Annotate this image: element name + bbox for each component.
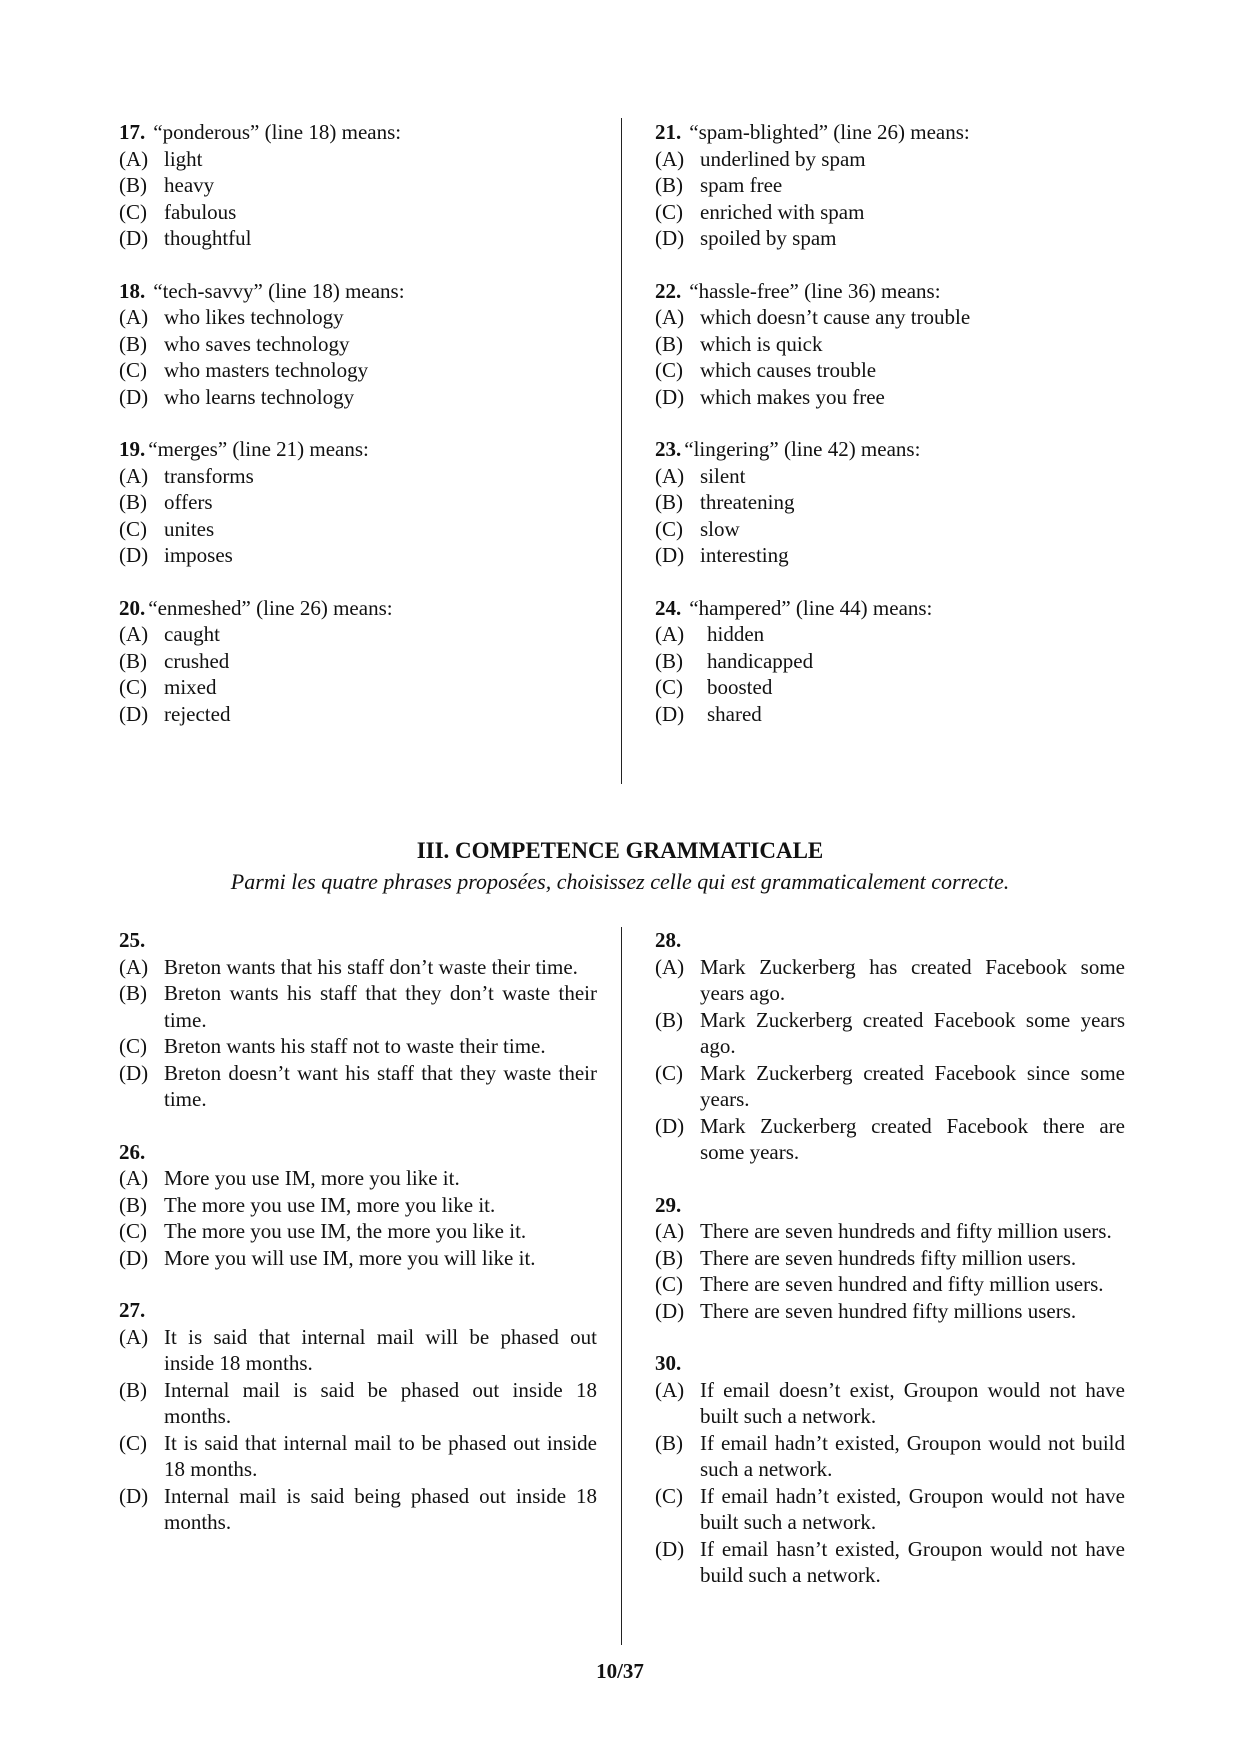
question-24-header [655, 595, 1125, 622]
question-number: 20. [119, 595, 146, 620]
option-letter: (C) [655, 675, 683, 699]
option-text: More you will use IM, more you will like it. [164, 1245, 536, 1270]
option-text: Breton wants his staff not to waste their time. [164, 1034, 546, 1058]
option-text: boosted [707, 675, 773, 699]
column-divider-bottom [621, 927, 622, 1645]
option-b [119, 1192, 597, 1219]
option-c [119, 199, 597, 226]
question-number: 17. [119, 120, 146, 144]
option-letter: (A) [655, 622, 685, 646]
option-letter: (A) [119, 305, 149, 329]
option-text: The more you use IM, more you like it. [164, 1192, 496, 1217]
option-letter: (D) [655, 1298, 685, 1323]
option-letter: (B) [655, 173, 683, 197]
option-a [655, 954, 1125, 1007]
option-b [119, 489, 597, 516]
question-21 [655, 119, 1125, 252]
question-26-header [119, 1139, 597, 1166]
option-text: Internal mail is said be phased out inside 18 months. [164, 1377, 597, 1428]
option-letter: (B) [655, 490, 683, 514]
option-text: handicapped [707, 648, 814, 673]
question-28-header [655, 927, 1125, 954]
option-text: who masters technology [164, 358, 369, 382]
question-number: 24. [655, 595, 682, 620]
option-letter: (C) [655, 1272, 683, 1296]
option-text: which is quick [700, 331, 823, 356]
option-text: underlined by spam [700, 146, 866, 171]
option-text: silent [700, 463, 746, 488]
option-letter: (C) [655, 1483, 683, 1508]
option-letter: (A) [119, 622, 149, 646]
option-c [655, 1483, 1125, 1536]
option-c [655, 1271, 1125, 1298]
option-text: which doesn’t cause any trouble [700, 305, 971, 329]
option-text: spoiled by spam [700, 226, 837, 250]
option-letter: (A) [119, 463, 149, 488]
option-d [119, 1483, 597, 1536]
option-letter: (B) [119, 981, 147, 1005]
question-25 [119, 927, 597, 1113]
option-text: If email hasn’t existed, Groupon would not have build such a network. [700, 1536, 1125, 1587]
question-20-header [119, 595, 597, 622]
column-divider-top [621, 118, 622, 784]
question-22-header [655, 278, 1125, 305]
option-letter: (A) [655, 954, 685, 979]
option-letter: (B) [119, 331, 147, 356]
option-text: fabulous [164, 199, 237, 224]
option-c [119, 1430, 597, 1483]
option-b [655, 1430, 1125, 1483]
question-number: 23. [655, 437, 682, 461]
question-number: 22. [655, 278, 682, 303]
option-text: interesting [700, 543, 789, 567]
option-text: crushed [164, 648, 230, 673]
option-a [119, 1324, 597, 1377]
question-number: 28. [655, 928, 682, 952]
question-number: 27. [119, 1298, 146, 1322]
option-text: Breton doesn’t want his staff that they waste their time. [164, 1060, 597, 1111]
option-c [655, 516, 1125, 543]
question-number: 18. [119, 278, 146, 303]
section-title: III. COMPETENCE GRAMMATICALE [416, 838, 824, 863]
option-letter: (A) [655, 305, 685, 329]
option-a [119, 304, 597, 331]
option-text: There are seven hundreds fifty million users. [700, 1245, 1077, 1270]
option-text: spam free [700, 173, 783, 197]
option-letter: (B) [119, 648, 147, 673]
question-21-header [655, 119, 1125, 146]
option-d [119, 384, 597, 411]
option-a [655, 1377, 1125, 1430]
option-letter: (D) [655, 1536, 685, 1561]
question-23-header [655, 436, 1125, 463]
question-18-header [119, 278, 597, 305]
option-text: who likes technology [164, 305, 344, 329]
option-letter: (D) [119, 1060, 149, 1085]
option-letter: (D) [119, 384, 149, 409]
question-30-header [655, 1350, 1125, 1377]
option-letter: (B) [119, 490, 147, 514]
option-text: unites [164, 516, 215, 541]
option-letter: (C) [119, 1219, 147, 1243]
option-text: thoughtful [164, 226, 252, 250]
option-a [119, 954, 597, 981]
page-number: 10/37 [596, 1659, 644, 1683]
question-19-header [119, 436, 597, 463]
option-letter: (B) [655, 331, 683, 356]
question-stem: “hassle-free” (line 36) means: [689, 278, 941, 303]
section-instruction: Parmi les quatre phrases proposées, choisissez celle qui est grammaticalement correcte. [230, 869, 1010, 894]
option-text: who learns technology [164, 384, 355, 409]
option-a [119, 621, 597, 648]
option-text: which causes trouble [700, 358, 877, 382]
option-letter: (D) [119, 226, 149, 250]
question-number: 25. [119, 928, 146, 952]
option-text: If email hadn’t existed, Groupon would not build such a network. [700, 1430, 1125, 1481]
option-letter: (A) [119, 1324, 149, 1349]
option-text: Mark Zuckerberg created Facebook some years ago. [700, 1007, 1125, 1058]
question-18 [119, 278, 597, 411]
option-b [119, 980, 597, 1033]
option-a [655, 304, 1125, 331]
option-b [655, 489, 1125, 516]
option-d [655, 225, 1125, 252]
option-text: It is said that internal mail will be phased out inside 18 months. [164, 1324, 597, 1375]
option-text: If email doesn’t exist, Groupon would not have built such a network. [700, 1377, 1125, 1428]
option-c [119, 674, 597, 701]
option-b [655, 1007, 1125, 1060]
option-d [119, 225, 597, 252]
option-text: slow [700, 516, 740, 541]
option-c [655, 1060, 1125, 1113]
option-a [655, 463, 1125, 490]
question-17 [119, 119, 597, 252]
option-d [655, 1113, 1125, 1166]
option-letter: (D) [119, 701, 149, 726]
option-text: light [164, 146, 203, 171]
option-letter: (B) [655, 1430, 683, 1455]
vocabulary-right-column [655, 119, 1125, 753]
option-d [119, 1245, 597, 1272]
question-stem: “tech-savvy” (line 18) means: [153, 278, 405, 303]
option-letter: (D) [655, 1113, 685, 1138]
option-letter: (C) [655, 199, 683, 224]
option-letter: (D) [655, 226, 685, 250]
question-number: 26. [119, 1139, 146, 1164]
option-d [655, 701, 1125, 728]
option-letter: (A) [655, 1219, 685, 1243]
option-a [655, 621, 1125, 648]
question-17-header [119, 119, 597, 146]
question-stem: “enmeshed” (line 26) means: [148, 595, 393, 620]
option-b [119, 331, 597, 358]
option-d [655, 542, 1125, 569]
option-text: threatening [700, 490, 795, 514]
option-d [119, 701, 597, 728]
option-b [119, 1377, 597, 1430]
option-a [119, 1165, 597, 1192]
option-letter: (A) [655, 146, 685, 171]
option-letter: (B) [655, 1007, 683, 1032]
option-text: More you use IM, more you like it. [164, 1166, 460, 1190]
option-text: caught [164, 622, 220, 646]
question-number: 30. [655, 1351, 682, 1375]
option-d [119, 542, 597, 569]
option-text: which makes you free [700, 384, 885, 409]
grammar-right-column [655, 927, 1125, 1615]
option-c [655, 674, 1125, 701]
question-number: 21. [655, 120, 682, 144]
option-text: There are seven hundred and fifty million users. [700, 1272, 1104, 1296]
option-letter: (B) [119, 1192, 147, 1217]
question-number: 19. [119, 437, 146, 461]
option-letter: (D) [655, 384, 685, 409]
option-letter: (D) [119, 1483, 149, 1508]
question-stem: “hampered” (line 44) means: [689, 595, 933, 620]
option-b [119, 648, 597, 675]
question-26 [119, 1139, 597, 1272]
option-letter: (C) [655, 358, 683, 382]
option-letter: (B) [119, 173, 147, 197]
option-text: Mark Zuckerberg has created Facebook some years ago. [700, 954, 1125, 1005]
option-text: Breton wants that his staff don’t waste their time. [164, 954, 578, 979]
option-a [655, 146, 1125, 173]
option-text: mixed [164, 675, 217, 699]
option-a [655, 1218, 1125, 1245]
option-text: It is said that internal mail to be phased out inside 18 months. [164, 1430, 597, 1481]
option-d [119, 1060, 597, 1113]
option-d [655, 384, 1125, 411]
vocabulary-left-column [119, 119, 597, 753]
question-29 [655, 1192, 1125, 1325]
option-text: enriched with spam [700, 199, 865, 224]
option-letter: (A) [119, 146, 149, 171]
option-text: heavy [164, 173, 215, 197]
option-a [119, 146, 597, 173]
option-c [119, 357, 597, 384]
option-d [655, 1298, 1125, 1325]
option-letter: (D) [119, 543, 149, 567]
option-letter: (A) [655, 1377, 685, 1402]
option-letter: (C) [119, 1430, 147, 1455]
option-letter: (A) [119, 1166, 149, 1190]
question-28 [655, 927, 1125, 1166]
option-c [119, 1218, 597, 1245]
option-c [655, 199, 1125, 226]
question-19 [119, 436, 597, 569]
option-text: who saves technology [164, 331, 350, 356]
option-letter: (D) [655, 701, 685, 726]
option-letter: (C) [119, 358, 147, 382]
option-letter: (C) [119, 199, 147, 224]
option-text: imposes [164, 543, 233, 567]
option-text: Mark Zuckerberg created Facebook since some years. [700, 1060, 1125, 1111]
option-b [655, 172, 1125, 199]
option-letter: (D) [119, 1245, 149, 1270]
option-text: shared [707, 701, 762, 726]
question-number: 29. [655, 1192, 682, 1217]
option-text: The more you use IM, the more you like it. [164, 1219, 527, 1243]
option-letter: (C) [655, 516, 683, 541]
option-b [655, 648, 1125, 675]
question-24 [655, 595, 1125, 728]
option-letter: (B) [655, 648, 683, 673]
option-c [119, 1033, 597, 1060]
option-a [119, 463, 597, 490]
option-letter: (A) [655, 463, 685, 488]
option-c [119, 516, 597, 543]
question-20 [119, 595, 597, 728]
option-letter: (C) [655, 1060, 683, 1085]
option-text: If email hadn’t existed, Groupon would not have built such a network. [700, 1483, 1125, 1534]
question-stem: “spam-blighted” (line 26) means: [689, 120, 970, 144]
option-d [655, 1536, 1125, 1589]
option-letter: (D) [655, 543, 685, 567]
option-letter: (C) [119, 1034, 147, 1058]
option-text: There are seven hundreds and fifty million users. [700, 1219, 1112, 1243]
question-27-header [119, 1297, 597, 1324]
question-22 [655, 278, 1125, 411]
option-text: Internal mail is said being phased out inside 18 months. [164, 1483, 597, 1534]
option-c [655, 357, 1125, 384]
option-b [655, 331, 1125, 358]
option-letter: (B) [119, 1377, 147, 1402]
question-stem: “lingering” (line 42) means: [684, 437, 921, 461]
option-letter: (B) [655, 1245, 683, 1270]
option-letter: (C) [119, 516, 147, 541]
option-text: offers [164, 490, 213, 514]
option-text: transforms [164, 463, 254, 488]
question-23 [655, 436, 1125, 569]
question-stem: “merges” (line 21) means: [148, 437, 369, 461]
grammar-left-column [119, 927, 597, 1562]
option-text: Mark Zuckerberg created Facebook there are some years. [700, 1113, 1125, 1164]
option-letter: (A) [119, 954, 149, 979]
question-stem: “ponderous” (line 18) means: [153, 120, 402, 144]
question-29-header [655, 1192, 1125, 1219]
option-letter: (C) [119, 675, 147, 699]
option-b [119, 172, 597, 199]
option-b [655, 1245, 1125, 1272]
option-text: There are seven hundred fifty millions users. [700, 1298, 1077, 1323]
question-25-header [119, 927, 597, 954]
option-text: Breton wants his staff that they don’t waste their time. [164, 981, 597, 1032]
option-text: rejected [164, 701, 231, 726]
question-30 [655, 1350, 1125, 1589]
question-27 [119, 1297, 597, 1536]
option-text: hidden [707, 622, 765, 646]
